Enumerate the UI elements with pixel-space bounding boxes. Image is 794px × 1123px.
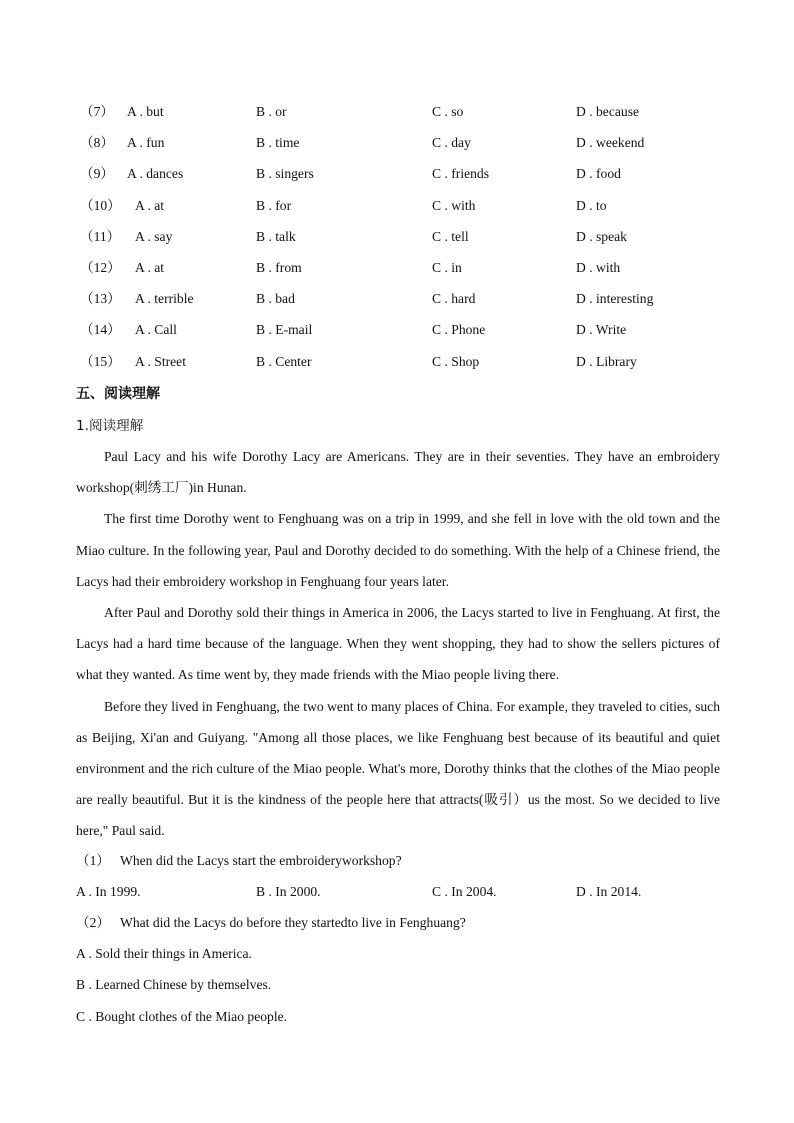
- option-d: D . to: [576, 198, 607, 213]
- question-number: （8）: [80, 135, 114, 150]
- passage-paragraph-2: The first time Dorothy went to Fenghuang was on a trip in 1999, and she fell in love with the old town and the Miao culture. In the following year, Paul and Dorothy decided to do something. With the help of a Chinese friend, the Lacys had their embroidery workshop in Fenghuang four years later.: [76, 511, 720, 589]
- option-a: A . but: [127, 104, 164, 119]
- question-1-options: [0, 882, 794, 902]
- option-d: D . with: [576, 260, 621, 275]
- option-d: D . weekend: [576, 135, 645, 150]
- option-a: A . at: [135, 260, 165, 275]
- option-row-14: [0, 320, 794, 340]
- option-row-8: [0, 133, 794, 153]
- option-a: A . In 1999.: [76, 884, 141, 899]
- option-c: C . in: [432, 260, 462, 275]
- option-b: B . bad: [256, 291, 295, 306]
- option-c: C . Bought clothes of the Miao people.: [76, 1009, 288, 1024]
- option-row-15: [0, 352, 794, 372]
- option-d: D . In 2014.: [576, 884, 642, 899]
- option-a: A . Sold their things in America.: [76, 946, 252, 961]
- question-number: （14）: [80, 322, 121, 337]
- option-c: C . friends: [432, 166, 490, 181]
- question-number: （10）: [80, 198, 121, 213]
- option-c: C . Phone: [432, 322, 486, 337]
- option-a: A . Call: [135, 322, 177, 337]
- option-row-11: [0, 227, 794, 247]
- option-c: C . with: [432, 198, 476, 213]
- option-b: B . time: [256, 135, 300, 150]
- question-number: （2）: [76, 915, 110, 930]
- question-number: （7）: [80, 104, 114, 119]
- question-text: What did the Lacys do before they startedto live in Fenghuang?: [120, 915, 466, 930]
- option-a: A . Street: [135, 354, 186, 369]
- option-b: B . or: [256, 104, 287, 119]
- option-c: C . tell: [432, 229, 469, 244]
- question-number: （13）: [80, 291, 121, 306]
- option-row-9: [0, 164, 794, 184]
- passage-paragraph-1: Paul Lacy and his wife Dorothy Lacy are Americans. They are in their seventies. They have an embroidery workshop(刺绣工厂)in Hunan.: [76, 449, 720, 496]
- option-c: C . Shop: [432, 354, 480, 369]
- question-text: When did the Lacys start the embroideryworkshop?: [120, 853, 402, 868]
- question-1: [76, 851, 402, 871]
- option-row-13: [0, 289, 794, 309]
- option-d: D . Write: [576, 322, 627, 337]
- option-row-7: [0, 102, 794, 122]
- option-c: C . so: [432, 104, 464, 119]
- passage-paragraph-4: Before they lived in Fenghuang, the two went to many places of China. For example, they traveled to cities, such as Beijing, Xi'an and Guiyang. "Among all those places, we like Fenghuang best because of its beautiful and quiet environment and the rich culture of the Miao people. What's more, Dorothy thinks that the clothes of the Miao people are really beautiful. But it is the kindness of the people here that attracts(吸引）us the most. So we decided to live here," Paul said.: [76, 698, 720, 839]
- reading-passage: [76, 441, 720, 847]
- reading-title: 1.阅读理解: [76, 418, 144, 434]
- question-number: （15）: [80, 354, 121, 369]
- option-a: A . dances: [127, 166, 184, 181]
- option-d: D . interesting: [576, 291, 654, 306]
- option-a: A . say: [135, 229, 173, 244]
- option-b: B . singers: [256, 166, 314, 181]
- option-a: A . terrible: [135, 291, 194, 306]
- option-a: A . fun: [127, 135, 165, 150]
- question-2: [76, 913, 466, 933]
- option-b: B . for: [256, 198, 292, 213]
- section-title: 五、阅读理解: [76, 386, 160, 402]
- option-c: C . In 2004.: [432, 884, 497, 899]
- option-b: B . Learned Chinese by themselves.: [76, 977, 272, 992]
- option-d: D . speak: [576, 229, 627, 244]
- option-b: B . talk: [256, 229, 296, 244]
- question-number: （11）: [80, 229, 121, 244]
- option-d: D . because: [576, 104, 640, 119]
- option-c: C . hard: [432, 291, 476, 306]
- option-b: B . from: [256, 260, 302, 275]
- option-a: A . at: [135, 198, 165, 213]
- option-row-10: [0, 196, 794, 216]
- option-b: B . In 2000.: [256, 884, 321, 899]
- option-d: D . food: [576, 166, 621, 181]
- question-number: （1）: [76, 853, 110, 868]
- option-b: B . E-mail: [256, 322, 313, 337]
- option-row-12: [0, 258, 794, 278]
- passage-paragraph-3: After Paul and Dorothy sold their things in America in 2006, the Lacys started to live in Fenghuang. At first, the Lacys had a hard time because of the language. When they went shopping, they had to show the sellers pictures of what they wanted. As time went by, they made friends with the Miao people living there.: [76, 605, 720, 683]
- question-number: （9）: [80, 166, 114, 181]
- option-c: C . day: [432, 135, 471, 150]
- question-number: （12）: [80, 260, 121, 275]
- option-d: D . Library: [576, 354, 637, 369]
- option-b: B . Center: [256, 354, 312, 369]
